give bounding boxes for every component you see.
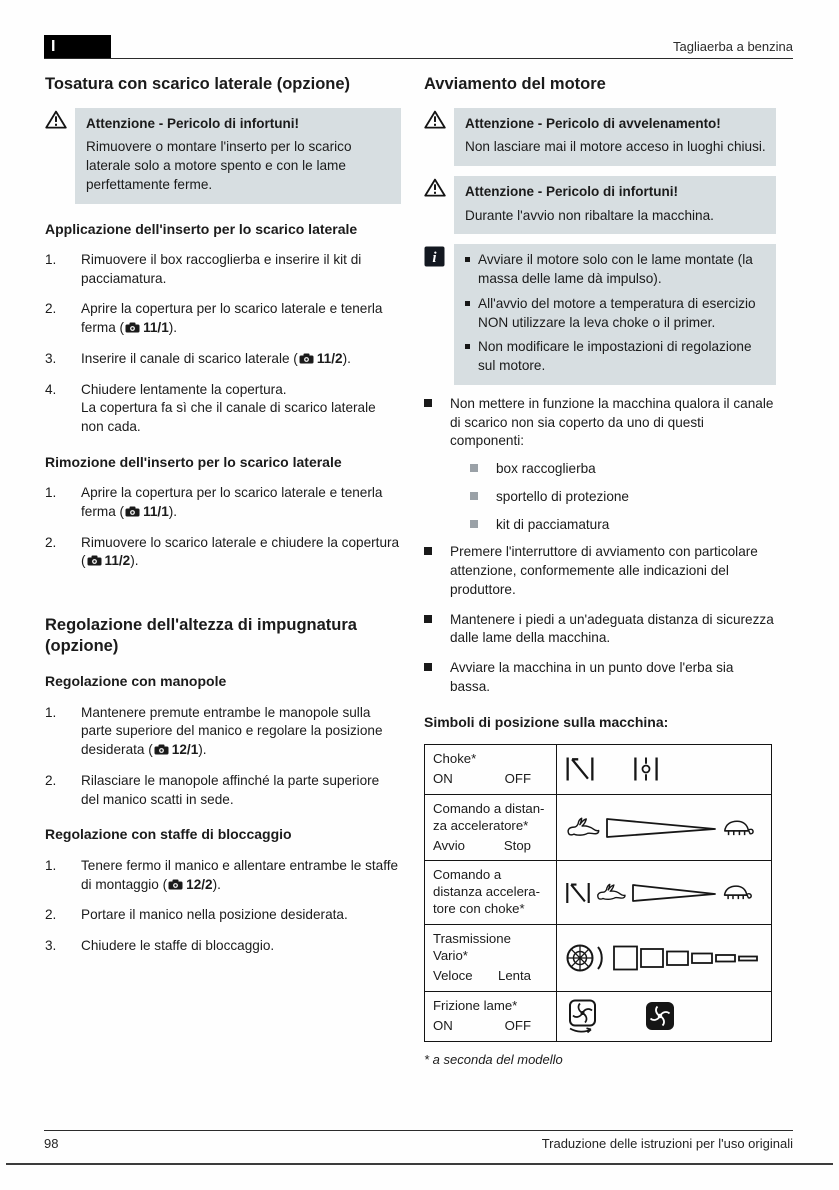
- warning-body: Non lasciare mai il motore acceso in luoghi chiusi.: [465, 139, 766, 155]
- table-footnote: * a seconda del modello: [424, 1051, 563, 1067]
- figure-reference: [153, 742, 198, 757]
- figure-number: 11/1: [143, 320, 169, 336]
- step-number: 2.: [45, 907, 57, 923]
- list-item: [45, 350, 401, 369]
- bullet-square-icon: [424, 615, 432, 623]
- section-heading: Avviamento del motore: [424, 75, 606, 93]
- figure-number: 12/1: [171, 742, 199, 758]
- figure-reference: [86, 553, 131, 568]
- step-text: Chiudere le staffe di bloccaggio.: [81, 938, 275, 953]
- state-left: ON: [433, 770, 453, 786]
- page-bottom-edge: [6, 1163, 833, 1165]
- warning-box: [424, 108, 776, 166]
- figure-number: 11/1: [143, 503, 169, 519]
- row-label: Frizione lame* ON OFF: [425, 991, 557, 1041]
- step-number: 1.: [45, 704, 57, 720]
- list-item: [45, 857, 401, 895]
- row-label: Trasmissione Vario* Veloce Lenta: [425, 925, 557, 992]
- list-item: Avviare la macchina in un punto dove l'erba sia bassa.: [424, 659, 776, 697]
- row-label: Comando a distan- za acceleratore* Avvio Stop: [425, 794, 557, 861]
- warning-title: Attenzione - Pericolo di infortuni!: [86, 115, 299, 131]
- page-footer: [44, 1130, 793, 1151]
- step-text: Chiudere lentamente la copertura. La copertura fa sì che il canale di scarico laterale non cada.: [81, 381, 376, 435]
- info-item: Avviare il motore solo con le lame montate (la massa delle lame dà impulso).: [465, 251, 766, 289]
- svg-text:i: i: [432, 250, 437, 267]
- blade-clutch-on-icon: [565, 999, 599, 1033]
- step-number: 1.: [45, 857, 57, 873]
- table-row: [425, 991, 772, 1041]
- row-label: Comando a distanza accelera- tore con choke*: [425, 861, 557, 925]
- hare-icon: [595, 882, 627, 904]
- list-item: Premere l'interruttore di avviamento con particolare attenzione, conformemente alle indicazioni del produttore.: [424, 543, 776, 599]
- warning-box: [424, 176, 776, 234]
- state-right: Lenta: [497, 967, 531, 983]
- symbols-table: [424, 744, 772, 1042]
- choke-on-icon: [565, 755, 595, 783]
- tortoise-icon: [721, 883, 753, 902]
- warning-triangle-icon: [45, 110, 67, 129]
- warning-box: [45, 108, 401, 204]
- hare-icon: [565, 816, 601, 840]
- ordered-list: [45, 251, 401, 437]
- ordered-list: [45, 484, 401, 571]
- step-number: 3.: [45, 350, 57, 366]
- ordered-list: [45, 704, 401, 810]
- figure-number: 12/2: [186, 876, 213, 892]
- figure-number: 11/2: [316, 350, 343, 366]
- state-right: OFF: [504, 1017, 531, 1033]
- figure-reference: [167, 877, 212, 892]
- step-number: 4.: [45, 381, 57, 397]
- step-number: 1.: [45, 251, 57, 267]
- state-left: Avvio: [433, 837, 466, 853]
- country-code: I: [51, 37, 56, 55]
- step-text: Portare il manico nella posizione desiderata.: [81, 907, 348, 923]
- camera-icon: [299, 353, 314, 364]
- info-item: All'avvio del motore a temperatura di esercizio NON utilizzare la leva choke o il primer.: [465, 295, 766, 333]
- info-item: Non modificare le impostazioni di regolazione sul motore.: [465, 338, 766, 376]
- list-item: [45, 704, 401, 760]
- table-row: [425, 925, 772, 992]
- page-number: 98: [44, 1136, 59, 1151]
- step-text: Tenere fermo il manico e allentare entrambe le staffe di montaggio ( 12/2).: [81, 857, 399, 892]
- warning-title: Attenzione - Pericolo di avvelenamento!: [465, 115, 721, 131]
- step-number: 2.: [45, 301, 57, 317]
- step-number: 1.: [45, 485, 57, 501]
- step-number: 2.: [45, 534, 57, 550]
- bullet-list: [424, 395, 776, 697]
- info-box: [424, 244, 776, 385]
- sub-bullet-square-icon: [470, 464, 478, 472]
- warning-title: Attenzione - Pericolo di infortuni!: [465, 184, 678, 199]
- left-column: [45, 74, 401, 968]
- document-title: Tagliaerba a benzina: [673, 39, 793, 54]
- bullet-square-icon: [424, 547, 432, 555]
- list-item: [45, 300, 401, 338]
- bullet-square-icon: [424, 663, 432, 671]
- row-symbols: [557, 794, 772, 861]
- subsection-heading: Rimozione dell'inserto per lo scarico laterale: [45, 453, 342, 470]
- figure-number: 11/2: [104, 553, 131, 569]
- info-icon: [424, 246, 445, 267]
- sub-bullet-list: [424, 460, 776, 534]
- subsection-heading: Applicazione dell'inserto per lo scarico laterale: [45, 220, 358, 237]
- list-item: [45, 484, 401, 522]
- table-row: [425, 794, 772, 861]
- bullet-square-icon: [465, 257, 470, 262]
- step-text: Mantenere premute entrambe le manopole sulla parte superiore del manico e regolare la posizione desiderata ( 12/1).: [81, 704, 383, 758]
- bullet-square-icon: [465, 344, 470, 349]
- camera-icon: [154, 744, 169, 755]
- step-text: Aprire la copertura per lo scarico laterale e tenerla ferma ( 11/1).: [81, 485, 383, 519]
- blade-clutch-off-icon: [645, 1001, 675, 1031]
- step-text: Rilasciare le manopole affinché la parte superiore del manico scatti in sede.: [81, 772, 380, 807]
- list-item: Mantenere i piedi a un'adeguata distanza di sicurezza dalle lame della macchina.: [424, 611, 776, 649]
- vario-steps-icon: [613, 944, 765, 972]
- step-text: Aprire la copertura per lo scarico laterale e tenerla ferma ( 11/1).: [81, 301, 383, 336]
- camera-icon: [125, 506, 140, 517]
- subsection-heading: Regolazione con manopole: [45, 673, 227, 690]
- tortoise-icon: [721, 818, 755, 838]
- camera-icon: [125, 322, 140, 333]
- sub-list-item: sportello di protezione: [470, 488, 776, 507]
- section-heading: Tosatura con scarico laterale (opzione): [45, 75, 351, 93]
- list-item: [45, 381, 401, 437]
- choke-on-icon: [565, 881, 591, 905]
- footer-note: Traduzione delle istruzioni per l'uso originali: [541, 1136, 793, 1151]
- list-item: [45, 251, 401, 289]
- bullet-square-icon: [424, 399, 432, 407]
- list-item: Non mettere in funzione la macchina qualora il canale di scarico non sia coperto da uno di questi componenti:: [424, 395, 776, 451]
- state-right: Stop: [503, 837, 531, 853]
- row-label: Choke* ON OFF: [425, 744, 557, 794]
- table-row: [425, 744, 772, 794]
- symbols-heading: Simboli di posizione sulla macchina:: [424, 713, 669, 730]
- step-text: Rimuovere lo scarico laterale e chiudere la copertura ( 11/2).: [81, 534, 400, 569]
- subsection-heading: Regolazione con staffe di bloccaggio: [45, 826, 292, 843]
- state-left: Veloce: [433, 967, 473, 983]
- step-text: Rimuovere il box raccoglierba e inserire il kit di pacciamatura.: [81, 251, 362, 286]
- bullet-square-icon: [465, 301, 470, 306]
- list-item: [45, 906, 401, 925]
- info-list: [454, 244, 776, 385]
- table-row: [425, 861, 772, 925]
- list-item: [45, 937, 401, 956]
- state-right: OFF: [504, 770, 531, 786]
- figure-reference: [124, 320, 169, 335]
- row-symbols: [557, 744, 772, 794]
- vario-wheel-icon: [565, 943, 605, 973]
- row-symbols: [557, 991, 772, 1041]
- warning-body: Rimuovere o montare l'inserto per lo scarico laterale solo a motore spento e con le lame perfettamente ferme.: [86, 139, 352, 192]
- list-item: [45, 772, 401, 810]
- right-column: [424, 74, 776, 1068]
- row-symbols: [557, 925, 772, 992]
- figure-reference: [124, 504, 169, 519]
- warning-triangle-icon: [424, 178, 446, 197]
- speed-wedge-icon: [631, 882, 717, 904]
- speed-wedge-icon: [605, 816, 717, 840]
- ordered-list: [45, 857, 401, 956]
- step-number: 3.: [45, 938, 57, 953]
- row-symbols: [557, 861, 772, 925]
- list-item: [45, 534, 401, 572]
- section-heading: Regolazione dell'altezza di impugnatura (opzione): [45, 616, 357, 655]
- camera-icon: [87, 555, 102, 566]
- step-text: Inserire il canale di scarico laterale ( 11/2).: [81, 350, 351, 366]
- sub-bullet-square-icon: [470, 520, 478, 528]
- sub-bullet-square-icon: [470, 492, 478, 500]
- sub-list-item: box raccoglierba: [470, 460, 776, 479]
- state-left: ON: [433, 1017, 453, 1033]
- warning-triangle-icon: [424, 110, 446, 129]
- step-number: 2.: [45, 772, 57, 788]
- warning-body: Durante l'avvio non ribaltare la macchina.: [465, 207, 714, 223]
- sub-list-item: kit di pacciamatura: [470, 516, 776, 535]
- camera-icon: [168, 879, 183, 890]
- figure-reference: [298, 351, 343, 366]
- choke-off-icon: [631, 755, 661, 783]
- country-tab: [44, 35, 111, 58]
- page-header: [44, 33, 793, 59]
